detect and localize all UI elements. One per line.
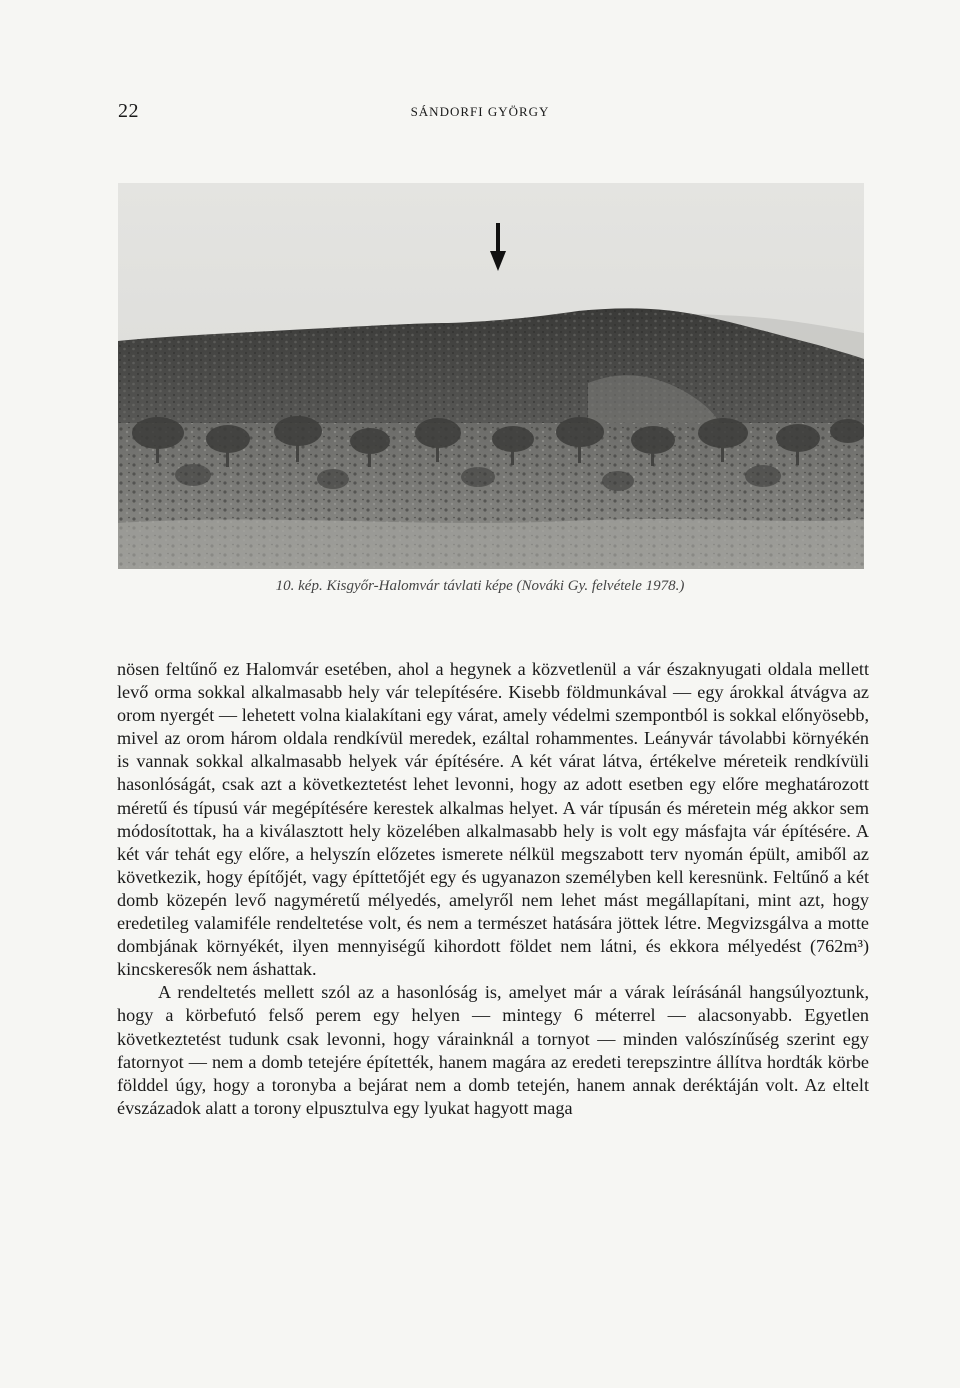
hill-landscape-photo xyxy=(118,183,864,569)
page-number: 22 xyxy=(118,100,139,122)
paragraph: nösen feltűnő ez Halomvár esetében, ahol a hegynek a közvetlenül a vár északnyugati oldala mellett levő orma sokkal alkalmasabb hely vár telepítésére. Kisebb földmunkával — egy árokkal átvágva az orom nyergét — lehetett volna kialakítani egy várat, amely védelmi szempontból is sokkal előnyösebb, mivel az orom három oldala rendkívül meredek, ezáltal rohammentes. Leányvár távolabbi környékén is vannak sokkal alkalmasabb helyek vár építésére. A két várat látva, értékelve méreteik rendkívüli hasonlóságát, csak azt a következtetést lehet levonni, hogy az adott esetben egy előre meghatározott méretű és típusú vár megépítésére kerestek alkalmas helyet. A vár típusán és méretein még akkor sem módosítottak, ha a kiválasztott hely közelében alkalmasabb hely is volt egy másfajta vár építésére. A két vár tehát egy előre, a helyszín előzetes ismerete nélkül megszabott terv nyomán épült, amiből az következik, hogy építőjét, vagy építtetőjét egy és ugyanazon személyben kell keresnünk. Feltűnő a két domb közepén levő nagyméretű mélyedés, amelyről nem lehet mást megállapítani, mint azt, hogy eredetileg valamiféle rendeltetése volt, és nem a természet hatására jöttek létre. Megvizsgálva a motte dombjának környékét, ilyen mennyiségű kihordott földet nem látni, és ekkora mélyedést (762m³) kincskeresők nem áshattak. xyxy=(117,659,869,980)
body-text xyxy=(117,658,869,1120)
figure-photo xyxy=(118,183,864,569)
running-head: SÁNDORFI GYÖRGY xyxy=(410,104,550,119)
paragraph: A rendeltetés mellett szól az a hasonlóság is, amelyet már a várak leírásánál hangsúlyoztunk, hogy a körbefutó felső perem egy helyen — mintegy 6 méterrel — alacsonyabb. Egyetlen következtetést tudunk csak levonni, hogy várainknál a tornyot — minden valószínűség szerint egy fatornyot — nem a domb tetejére építették, hanem magára az eredeti terepszintre állítva hordták körbe földdel úgy, hogy a toronyba a bejárat nem a domb tetején, hanem annak deréktáján volt. Az eltelt évszázadok alatt a torony elpusztulva egy lyukat hagyott maga xyxy=(117,982,869,1118)
figure-caption: 10. kép. Kisgyőr-Halomvár távlati képe (Nováki Gy. felvétele 1978.) xyxy=(275,578,685,594)
